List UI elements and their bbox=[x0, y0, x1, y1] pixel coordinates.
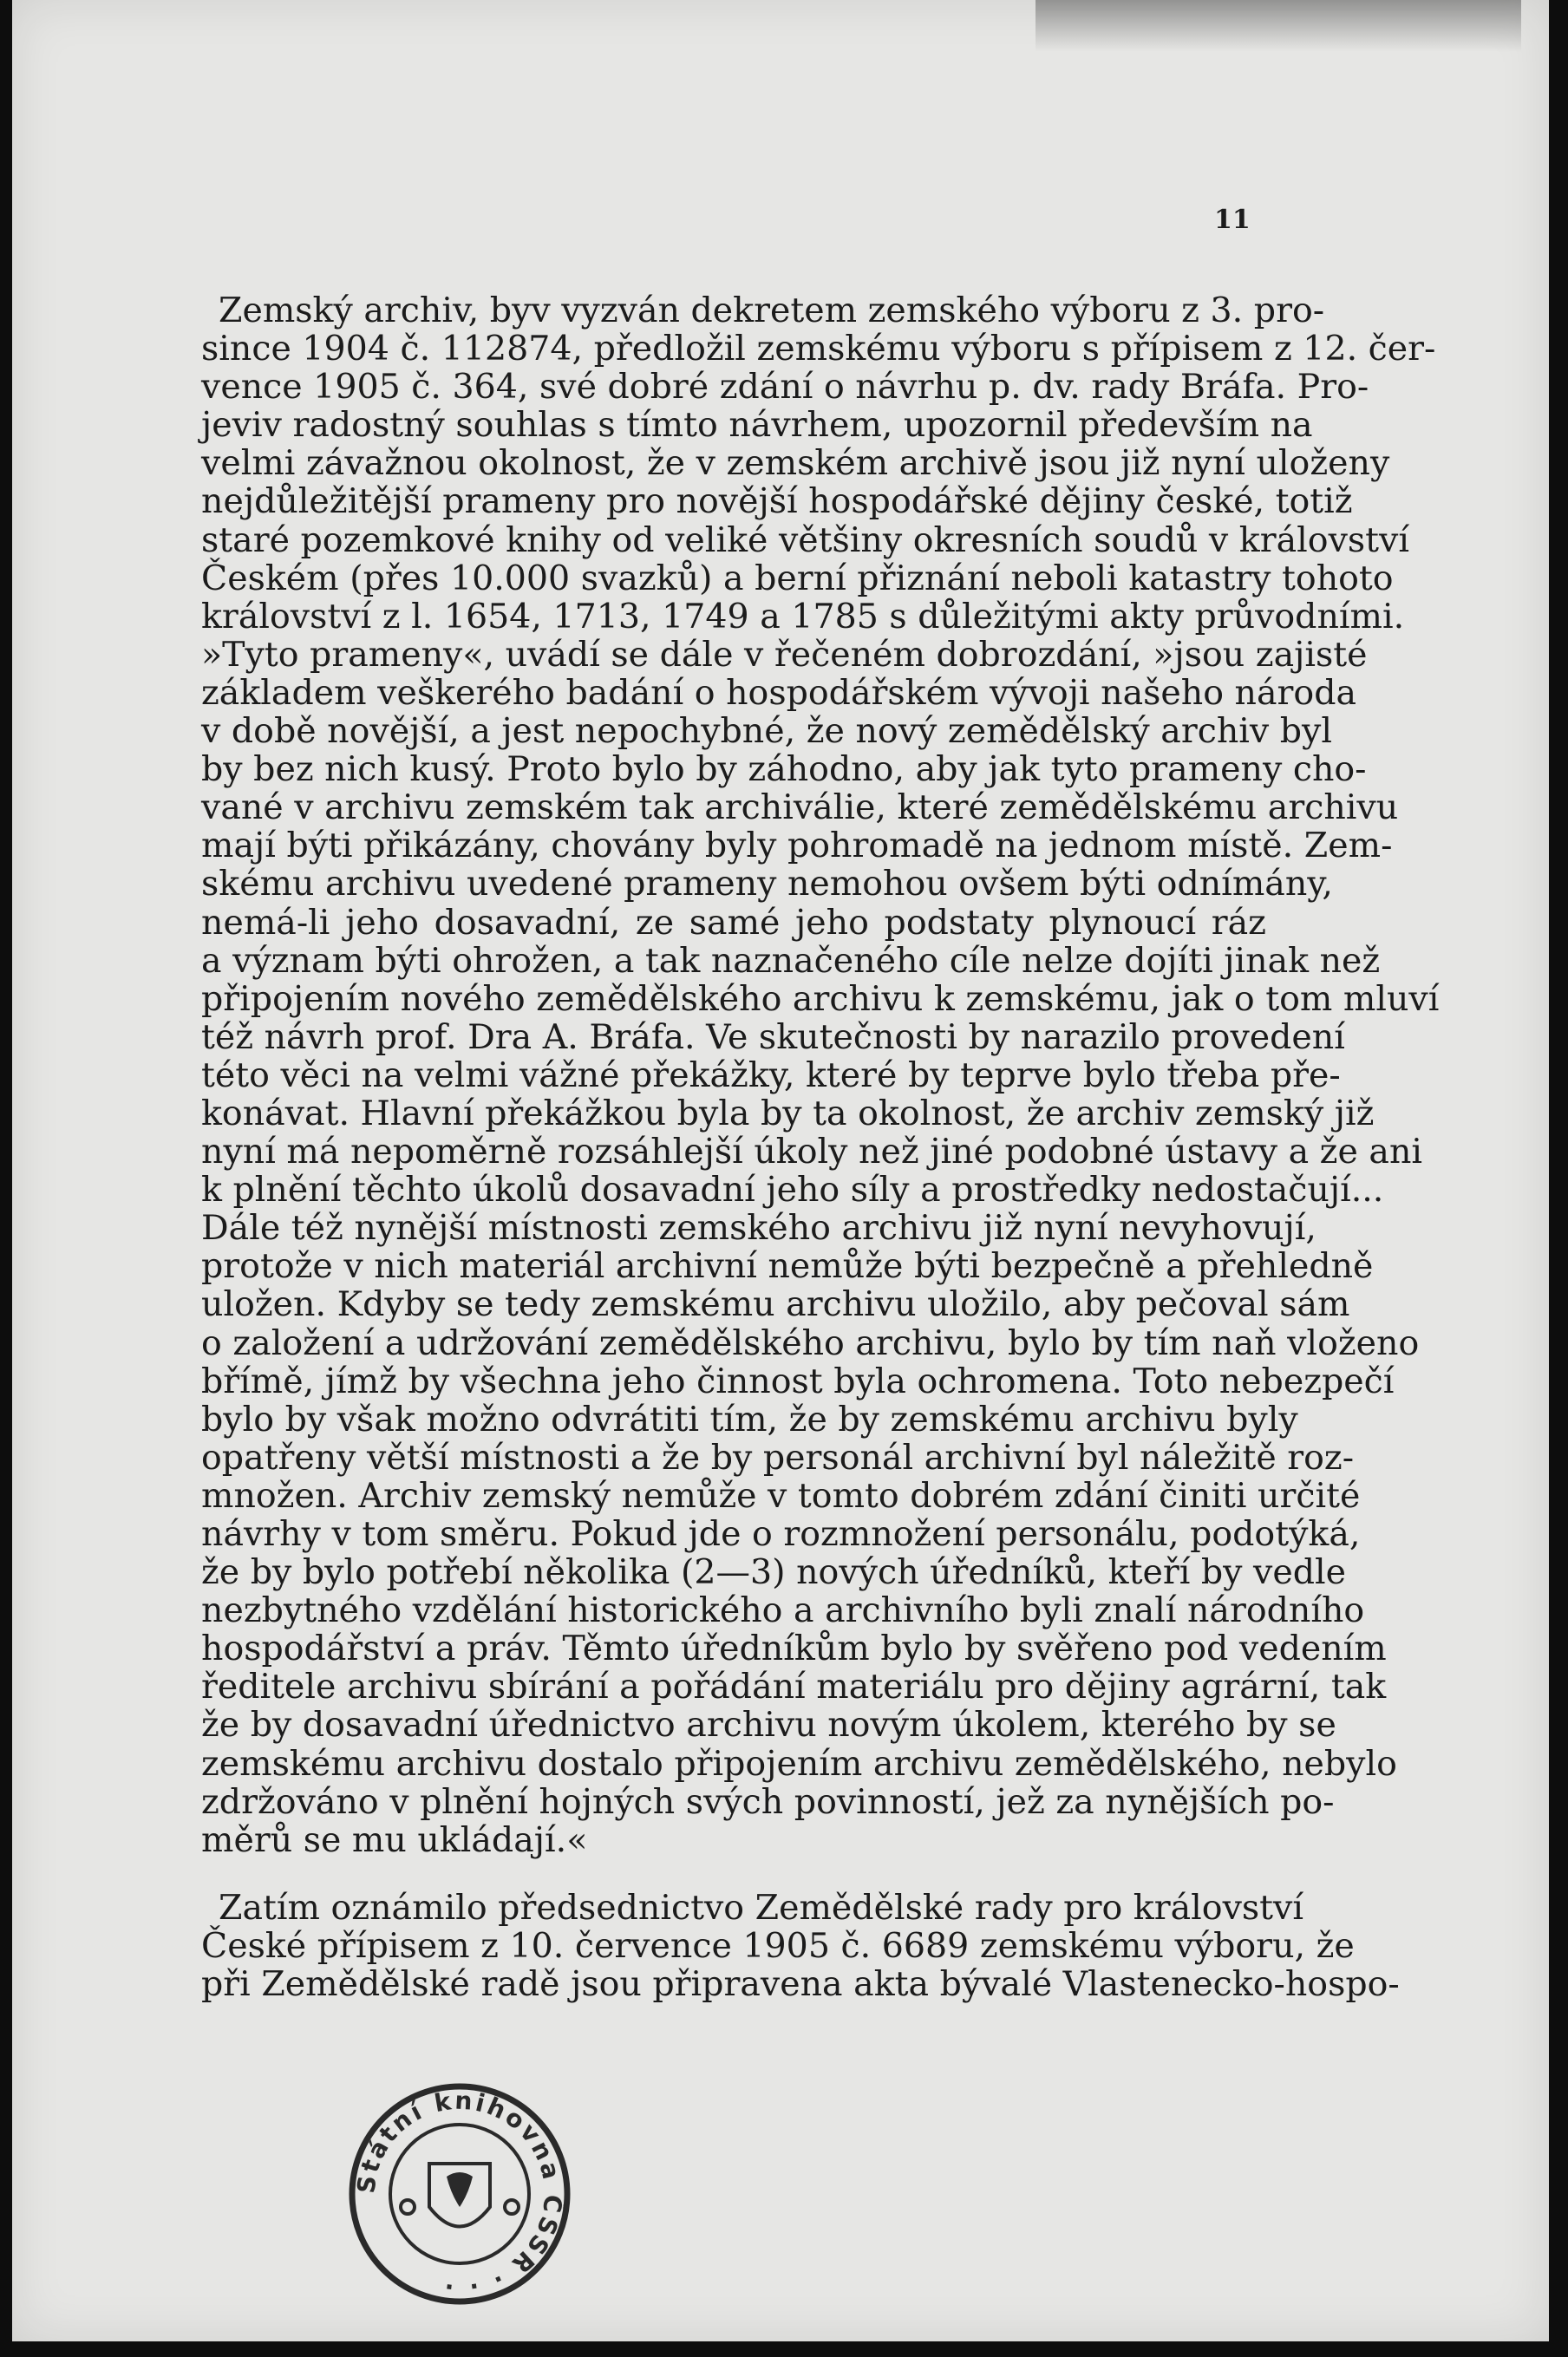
paragraph-1-line: nyní má nepoměrně rozsáhlejší úkoly než jiné podobné ústavy a že ani bbox=[201, 1132, 1423, 1172]
paragraph-2 bbox=[201, 1887, 1400, 2005]
paragraph-1-line: vané v archivu zemském tak archiválie, které zemědělskému archivu bbox=[201, 787, 1399, 828]
paragraph-1-line: konávat. Hlavní překážkou byla by ta okolnost, že archiv zemský již bbox=[201, 1093, 1375, 1133]
paragraph-1-line: a význam býti ohrožen, a tak naznačeného cíle nelze dojíti jinak než bbox=[201, 940, 1381, 981]
paragraph-1-line: ředitele archivu sbírání a pořádání materiálu pro dějiny agrární, tak bbox=[201, 1667, 1387, 1707]
paragraph-1-line: k plnění těchto úkolů dosavadní jeho síly a prostředky nedostačují... bbox=[201, 1170, 1384, 1211]
paragraph-1-line: vence 1905 č. 364, své dobré zdání o návrhu p. dv. rady Bráfa. Pro- bbox=[201, 367, 1369, 408]
paragraph-1-line: návrhy v tom směru. Pokud jde o rozmnožení personálu, podotýká, bbox=[201, 1514, 1361, 1554]
scan-edge-noise bbox=[1036, 0, 1521, 52]
paragraph-1-line: o založení a udržování zemědělského archivu, bylo by tím naň vloženo bbox=[201, 1322, 1420, 1363]
paragraph-1-line: množen. Archiv zemský nemůže v tomto dobrém zdání činiti určité bbox=[201, 1475, 1361, 1516]
paragraph-1-line: též návrh prof. Dra A. Bráfa. Ve skutečnosti by narazilo provedení bbox=[201, 1016, 1345, 1057]
paragraph-1-line: jeviv radostný souhlas s tímto návrhem, upozornil především na bbox=[201, 405, 1313, 446]
paragraph-1-line: nemá-li jeho dosavadní, ze samé jeho podstaty plynoucí ráz bbox=[201, 902, 1266, 943]
paragraph-2-line: Zatím oznámilo předsednictvo Zemědělské rady pro království bbox=[219, 1887, 1304, 1928]
page-number: 11 bbox=[1214, 205, 1251, 235]
paragraph-1 bbox=[201, 291, 1440, 1860]
paragraph-1-line: nezbytného vzdělání historického a archivního byli znalí národního bbox=[201, 1590, 1365, 1631]
paragraph-2-line: České přípisem z 10. července 1905 č. 6689 zemskému výboru, že bbox=[201, 1925, 1355, 1966]
paragraph-1-line: »Tyto prameny«, uvádí se dále v řečeném dobrozdání, »jsou zajisté bbox=[201, 634, 1368, 675]
paragraph-1-line: v době novější, a jest nepochybné, že nový zemědělský archiv byl bbox=[201, 711, 1333, 752]
paragraph-1-line: břímě, jímž by všechna jeho činnost byla ochromena. Toto nebezpečí bbox=[201, 1361, 1395, 1401]
paragraph-1-line: Dále též nynější místnosti zemského archivu již nyní nevyhovují, bbox=[201, 1208, 1316, 1249]
paragraph-1-line: království z l. 1654, 1713, 1749 a 1785 s důležitými akty průvodními. bbox=[201, 596, 1405, 637]
paragraph-1-line: hospodářství a práv. Těmto úředníkům bylo by svěřeno pod vedením bbox=[201, 1629, 1387, 1669]
paragraph-1-line: zemskému archivu dostalo připojením archivu zemědělského, nebylo bbox=[201, 1743, 1397, 1784]
paragraph-1-line: skému archivu uvedené prameny nemohou ovšem býti odnímány, bbox=[201, 864, 1333, 904]
paragraph-1-line: protože v nich materiál archivní nemůže býti bezpečně a přehledně bbox=[201, 1246, 1374, 1287]
paragraph-1-line: zdržováno v plnění hojných svých povinností, jež za nynějších po- bbox=[201, 1781, 1335, 1822]
paragraph-1-line: této věci na velmi vážné překážky, které by teprve bylo třeba pře- bbox=[201, 1054, 1341, 1095]
paragraph-1-line: staré pozemkové knihy od veliké většiny okresních soudů v království bbox=[201, 519, 1409, 560]
library-stamp bbox=[343, 2077, 577, 2311]
paragraph-1-line: základem veškerého badání o hospodářském vývoji našeho národa bbox=[201, 672, 1357, 713]
paragraph-1-line: by bez nich kusý. Proto bylo by záhodno, aby jak tyto prameny cho- bbox=[201, 749, 1367, 790]
stamp-seal-icon bbox=[343, 2077, 577, 2311]
paragraph-2-line: při Zemědělské radě jsou připravena akta bývalé Vlastenecko-hospo- bbox=[201, 1964, 1400, 2005]
paragraph-1-line: velmi závažnou okolnost, že v zemském archivě jsou již nyní uloženy bbox=[201, 443, 1390, 484]
paragraph-1-line: opatřeny větší místnosti a že by personál archivní byl náležitě roz- bbox=[201, 1437, 1355, 1478]
paragraph-1-line: bylo by však možno odvrátiti tím, že by zemskému archivu byly bbox=[201, 1399, 1298, 1440]
paragraph-1-line: mají býti přikázány, chovány byly pohromadě na jednom místě. Zem- bbox=[201, 826, 1393, 866]
paragraph-1-line: nejdůležitější prameny pro novější hospodářské dějiny české, totiž bbox=[201, 481, 1353, 522]
svg-text:Státní knihovna ČSSR · · ·: Státní knihovna ČSSR · · · bbox=[351, 2086, 568, 2302]
paragraph-1-line: připojením nového zemědělského archivu k zemskému, jak o tom mluví bbox=[201, 978, 1440, 1019]
paragraph-1-line: Zemský archiv, byv vyzván dekretem zemského výboru z 3. pro- bbox=[219, 291, 1325, 330]
body-text bbox=[201, 291, 1440, 2005]
paragraph-1-line: že by dosavadní úřednictvo archivu novým úkolem, kterého by se bbox=[201, 1705, 1336, 1746]
paragraph-1-line: měrů se mu ukládají.« bbox=[201, 1819, 588, 1860]
paragraph-1-line: Českém (přes 10.000 svazků) a berní přiznání neboli katastry tohoto bbox=[201, 558, 1394, 598]
paragraph-1-line: uložen. Kdyby se tedy zemskému archivu uložilo, aby pečoval sám bbox=[201, 1284, 1350, 1325]
paragraph-1-line: že by bylo potřebí několika (2—3) nových úředníků, kteří by vedle bbox=[201, 1552, 1347, 1593]
paragraph-1-line: since 1904 č. 112874, předložil zemskému výboru s přípisem z 12. čer- bbox=[201, 329, 1436, 369]
